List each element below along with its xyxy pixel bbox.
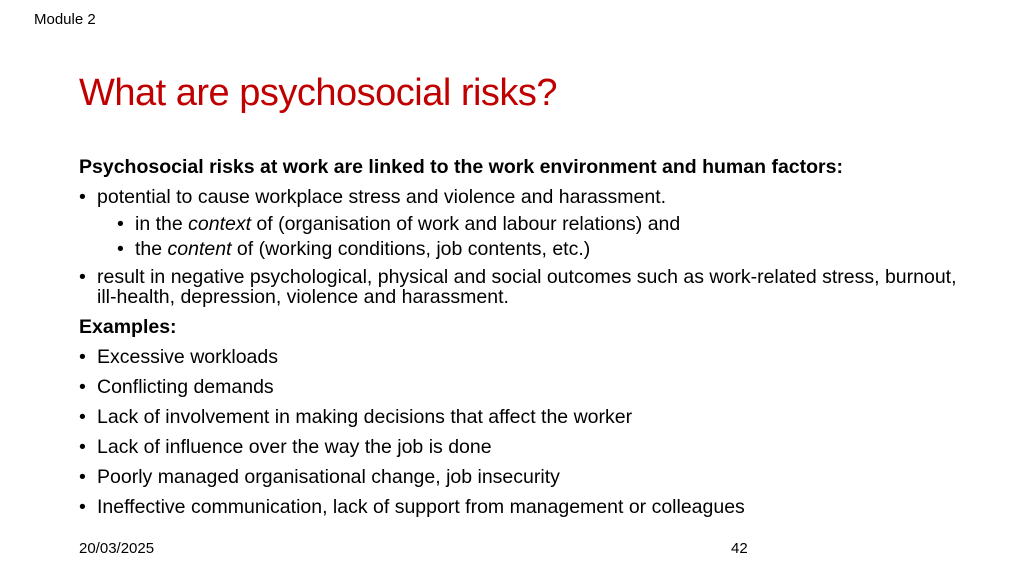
context-suffix: of (organisation of work and labour relations) and [251,213,681,235]
context-prefix: in the [135,213,189,235]
example-item: • Conflicting demands [79,372,959,402]
example-item: • Excessive workloads [79,342,959,372]
content-emphasis: content [167,238,232,260]
content-prefix: the [135,238,168,260]
page-number: 42 [731,540,748,557]
example-item: • Poorly managed organisational change, job insecurity [79,462,959,492]
bullet-potential: • potential to cause workplace stress and violence and harassment. [79,182,959,212]
example-item: • Ineffective communication, lack of support from management or colleagues [79,492,959,522]
context-emphasis: context [188,213,251,235]
footer-date: 20/03/2025 [79,540,155,557]
example-item: • Lack of influence over the way the job is done [79,432,959,462]
slide-title: What are psychosocial risks? [79,72,558,114]
examples-heading: Examples: [79,316,177,338]
content-suffix: of (working conditions, job contents, etc.) [231,238,591,260]
sub-bullet-context [117,212,959,237]
example-item: • Lack of involvement in making decisions that affect the worker [79,402,959,432]
sub-bullet-content [117,237,959,262]
module-label: Module 2 [34,11,96,28]
intro-heading: Psychosocial risks at work are linked to the work environment and human factors: [79,156,843,178]
slide-content [79,152,959,522]
bullet-outcomes: • result in negative psychological, physical and social outcomes such as work-related stress, burnout, ill-health, depression, violence and harassment. [79,262,959,312]
